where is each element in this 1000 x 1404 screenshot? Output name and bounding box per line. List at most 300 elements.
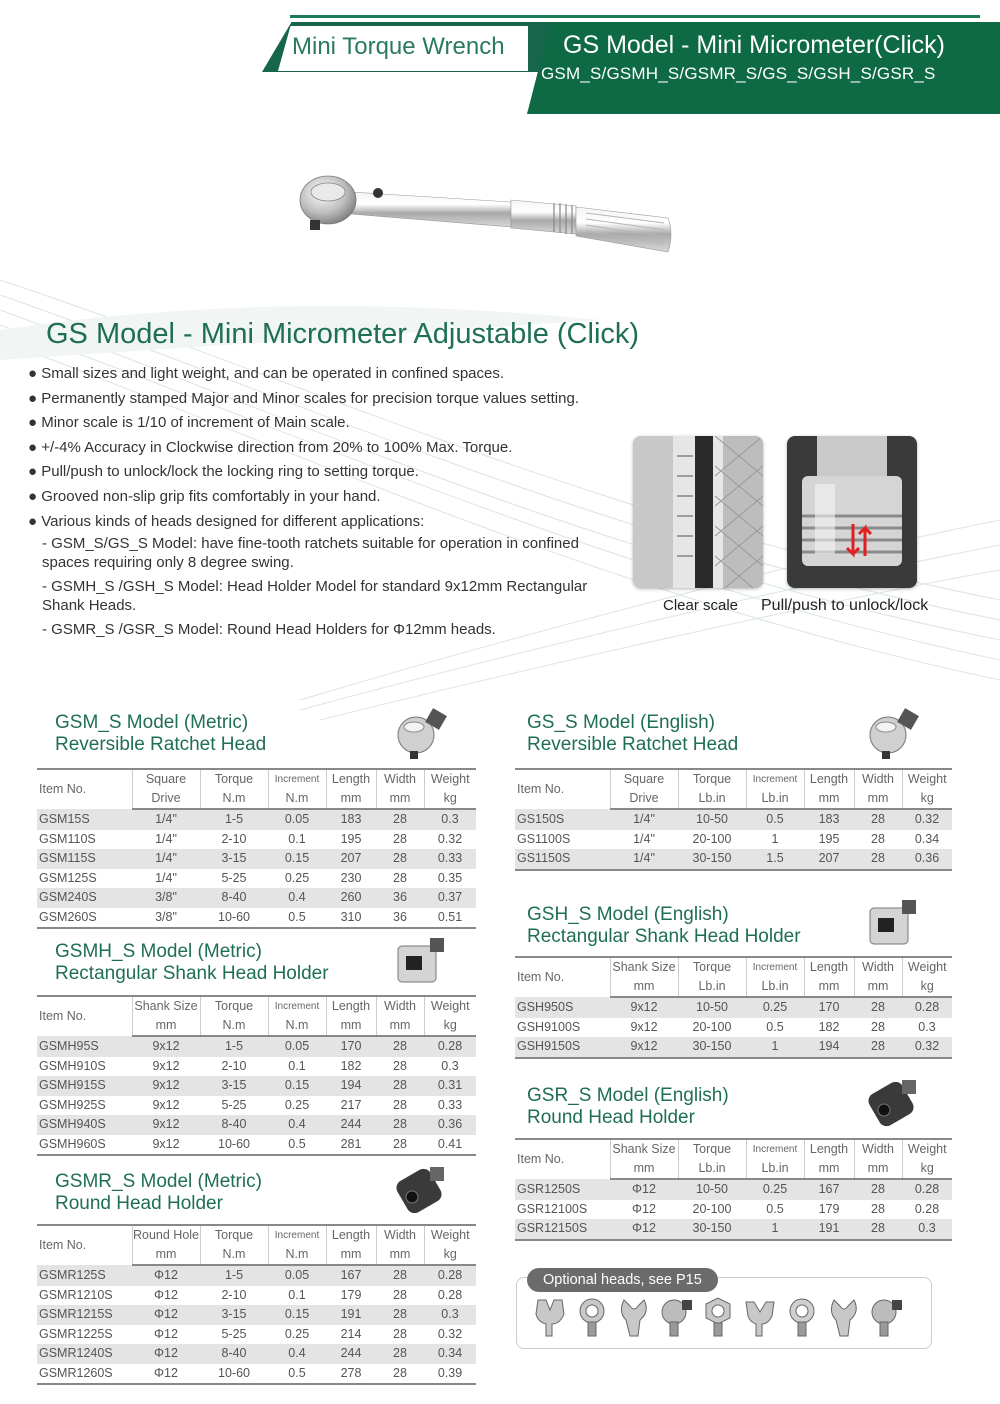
col-unit: mm xyxy=(132,1016,200,1036)
col-unit: mm xyxy=(132,1245,200,1265)
table-cell: 0.3 xyxy=(902,1219,952,1240)
table-cell: 28 xyxy=(376,1076,424,1096)
table-cell: 0.35 xyxy=(437,870,463,885)
col-unit: mm xyxy=(326,1245,376,1265)
table-cell: 9x12 xyxy=(132,1036,200,1057)
table-row xyxy=(515,1219,952,1240)
table-cell: GSMH925S xyxy=(39,1097,106,1112)
table-row xyxy=(515,1037,952,1058)
clear-scale-photo xyxy=(633,436,763,588)
table-row xyxy=(37,849,476,869)
header-category-title: Mini Torque Wrench xyxy=(292,33,505,60)
table-cell: 0.5 xyxy=(268,1135,326,1156)
col-unit: mm xyxy=(804,1159,854,1179)
table-cell: 0.51 xyxy=(424,908,476,929)
col-header: Length xyxy=(326,769,376,789)
gs-section-title xyxy=(527,712,738,756)
table-cell: 194 xyxy=(804,1037,854,1058)
col-header: Increment xyxy=(746,769,804,789)
table-cell: 28 xyxy=(393,1326,407,1341)
rectangular-holder-thumbnail xyxy=(390,934,448,990)
table-cell: GSR12100S xyxy=(517,1201,588,1216)
table-cell: 0.28 xyxy=(902,1179,952,1200)
table-cell: 28 xyxy=(871,1019,885,1034)
table-cell: 0.3 xyxy=(441,1058,459,1073)
table-cell: GSH9150S xyxy=(515,1037,610,1058)
col-header: Torque xyxy=(678,1139,746,1159)
table-row xyxy=(515,1018,952,1038)
col-header: Shank Size xyxy=(610,1139,678,1159)
col-header: Width xyxy=(854,1139,902,1159)
table-row xyxy=(37,869,476,889)
col-unit: mm xyxy=(376,1016,424,1036)
table-cell: 1 xyxy=(746,1037,804,1058)
table-cell: GSMR1215S xyxy=(37,1305,132,1325)
table-cell: 28 xyxy=(393,1287,407,1302)
table-cell: GSMH915S xyxy=(37,1076,132,1096)
col-header: Shank Size xyxy=(610,957,678,977)
table-cell: 8-40 xyxy=(200,1115,268,1135)
table-cell: 0.4 xyxy=(268,888,326,908)
table-cell: Φ12 xyxy=(132,1344,200,1364)
table-row xyxy=(515,1200,952,1220)
table-row xyxy=(37,1344,476,1364)
gs-title-line1: GS_S Model (English) xyxy=(527,712,715,733)
ring-head-icon xyxy=(572,1296,612,1340)
feature-subitem: - GSMR_S /GSR_S Model: Round Head Holders for Φ12mm heads. xyxy=(42,621,496,639)
table-cell: 0.05 xyxy=(268,1036,326,1057)
table-cell: 182 xyxy=(818,1019,840,1034)
gsh-title-line2: Rectangular Shank Head Holder xyxy=(527,926,801,947)
table-row xyxy=(37,1096,476,1116)
torque-wrench-image xyxy=(296,172,676,267)
table-cell: 281 xyxy=(326,1135,376,1156)
table-cell: 0.28 xyxy=(424,1265,476,1286)
table-row xyxy=(37,1115,476,1135)
table-cell: GSH950S xyxy=(515,997,610,1018)
table-cell: 1/4" xyxy=(610,809,678,830)
table-cell: 10-50 xyxy=(678,809,746,830)
table-cell: GSM15S xyxy=(37,809,132,830)
table-cell: 28 xyxy=(393,1058,407,1073)
col-unit: kg xyxy=(424,789,476,809)
table-cell: 1-5 xyxy=(200,1036,268,1057)
table-cell: Φ12 xyxy=(132,1265,200,1286)
col-header: Torque xyxy=(200,996,268,1016)
table-cell: 28 xyxy=(376,1344,424,1364)
gsr-section-title xyxy=(527,1085,729,1129)
optional-heads-label: Optional heads, see P15 xyxy=(527,1268,718,1292)
col-header: Shank Size xyxy=(132,996,200,1016)
table-cell: 0.1 xyxy=(288,1287,306,1302)
table-cell: 260 xyxy=(326,888,376,908)
table-cell: 36 xyxy=(376,888,424,908)
col-unit: mm xyxy=(804,977,854,997)
table-cell: 191 xyxy=(804,1219,854,1240)
table-cell: 28 xyxy=(854,849,902,870)
flare-nut-head-icon xyxy=(824,1296,864,1340)
table-cell: 10-50 xyxy=(678,1179,746,1200)
table-cell: 28 xyxy=(376,1305,424,1325)
col-header: Length xyxy=(326,1225,376,1245)
col-header: Width xyxy=(376,1225,424,1245)
table-cell: 36 xyxy=(376,908,424,929)
flare-nut-head-icon xyxy=(614,1296,654,1340)
table-cell: Φ12 xyxy=(132,1305,200,1325)
table-row xyxy=(37,888,476,908)
gsr-title-line1: GSR_S Model (English) xyxy=(527,1085,729,1106)
round-holder-thumbnail xyxy=(390,1163,448,1219)
clear-scale-caption: Clear scale xyxy=(663,597,739,614)
col-header: Increment xyxy=(268,996,326,1016)
gsmh-spec-table xyxy=(37,995,476,1156)
table-cell: 9x12 xyxy=(132,1115,200,1135)
col-header: Weight xyxy=(424,769,476,789)
table-cell: 0.28 xyxy=(424,1036,476,1057)
table-cell: 9x12 xyxy=(610,1037,678,1058)
table-cell: GS1150S xyxy=(515,849,610,870)
table-cell: 9x12 xyxy=(610,997,678,1018)
table-cell: 0.32 xyxy=(902,809,952,830)
gsm-section-title xyxy=(55,712,266,756)
gsmr-spec-table xyxy=(37,1224,476,1385)
table-cell: Φ12 xyxy=(632,1201,656,1216)
gsmr-title-line1: GSMR_S Model (Metric) xyxy=(55,1171,262,1192)
col-unit: N.m xyxy=(268,1016,326,1036)
table-cell: 9x12 xyxy=(152,1058,180,1073)
table-cell: 195 xyxy=(818,831,840,846)
table-cell: 3/8" xyxy=(132,888,200,908)
table-cell: 1-5 xyxy=(200,809,268,830)
col-unit: N.m xyxy=(200,1016,268,1036)
table-cell: 10-60 xyxy=(200,908,268,929)
col-header: Torque xyxy=(678,769,746,789)
header-top-line xyxy=(290,15,980,18)
col-header: Width xyxy=(854,957,902,977)
col-unit: mm xyxy=(854,977,902,997)
open-end-head-icon xyxy=(530,1296,570,1340)
col-unit: mm xyxy=(610,977,678,997)
table-cell: 10-60 xyxy=(200,1364,268,1385)
table-cell: 28 xyxy=(376,1115,424,1135)
table-cell: 1.5 xyxy=(746,849,804,870)
table-cell: 5-25 xyxy=(221,1326,247,1341)
gsr-spec-table xyxy=(515,1138,952,1241)
table-cell: 9x12 xyxy=(132,1076,200,1096)
table-cell: GSR1250S xyxy=(515,1179,610,1200)
gsmh-section-title xyxy=(55,941,329,985)
table-cell: 20-100 xyxy=(692,1201,732,1216)
col-header: Increment xyxy=(268,769,326,789)
table-cell: 0.5 xyxy=(766,1201,784,1216)
table-cell: 1 xyxy=(746,1219,804,1240)
table-cell: 195 xyxy=(340,831,362,846)
table-cell: 0.37 xyxy=(424,888,476,908)
col-header: Length xyxy=(804,1139,854,1159)
table-cell: GSM110S xyxy=(39,831,96,846)
table-cell: GS1100S xyxy=(517,831,571,846)
table-cell: 3-15 xyxy=(200,1076,268,1096)
table-cell: 244 xyxy=(326,1344,376,1364)
col-header: Increment xyxy=(746,1139,804,1159)
table-cell: Φ12 xyxy=(132,1364,200,1385)
table-cell: GSMR1210S xyxy=(39,1287,113,1302)
table-cell: 217 xyxy=(340,1097,362,1112)
table-cell: 1/4" xyxy=(155,831,177,846)
col-header: Torque xyxy=(200,769,268,789)
table-cell: 28 xyxy=(393,870,407,885)
table-cell: Φ12 xyxy=(610,1219,678,1240)
feature-item: ● +/-4% Accuracy in Clockwise direction from 20% to 100% Max. Torque. xyxy=(28,438,513,456)
col-unit: Drive xyxy=(132,789,200,809)
table-row xyxy=(515,997,952,1018)
col-header: Weight xyxy=(424,1225,476,1245)
table-cell: 0.1 xyxy=(288,831,306,846)
table-cell: 30-150 xyxy=(678,1037,746,1058)
table-cell: 0.33 xyxy=(437,1097,463,1112)
col-header: Torque xyxy=(678,957,746,977)
feature-subitem: - GSMH_S /GSH_S Model: Head Holder Model for standard 9x12mm Rectangular Shank Heads. xyxy=(42,578,588,615)
col-header: Increment xyxy=(268,1225,326,1245)
table-cell: 0.5 xyxy=(268,1364,326,1385)
table-cell: 2-10 xyxy=(221,831,247,846)
table-cell: 310 xyxy=(326,908,376,929)
table-cell: GSM260S xyxy=(37,908,132,929)
table-row xyxy=(37,1135,476,1156)
col-header: Width xyxy=(376,996,424,1016)
table-cell: GSM240S xyxy=(37,888,132,908)
table-cell: 0.28 xyxy=(437,1287,463,1302)
table-cell: 28 xyxy=(393,831,407,846)
col-unit: Lb.in xyxy=(678,977,746,997)
table-cell: 0.25 xyxy=(284,870,310,885)
col-unit: mm xyxy=(854,789,902,809)
col-unit: kg xyxy=(424,1016,476,1036)
table-cell: 0.5 xyxy=(766,1019,784,1034)
table-cell: 9x12 xyxy=(152,1097,180,1112)
table-cell: 0.3 xyxy=(424,809,476,830)
table-cell: Φ12 xyxy=(154,1326,178,1341)
table-cell: 1/4" xyxy=(155,870,177,885)
table-cell: 30-150 xyxy=(678,849,746,870)
feature-list xyxy=(28,362,628,644)
col-header: Torque xyxy=(200,1225,268,1245)
table-cell: 230 xyxy=(340,870,362,885)
header-model-title: GS Model - Mini Micrometer(Click) xyxy=(563,31,945,59)
table-cell: 0.15 xyxy=(268,849,326,869)
page-title: GS Model - Mini Micrometer Adjustable (Click) xyxy=(46,318,640,350)
table-cell: GSMH95S xyxy=(37,1036,132,1057)
table-cell: 0.39 xyxy=(424,1364,476,1385)
col-unit: Drive xyxy=(610,789,678,809)
ring-head-icon xyxy=(698,1296,738,1340)
table-cell: 0.36 xyxy=(902,849,952,870)
table-row xyxy=(515,849,952,870)
table-row xyxy=(37,1265,476,1286)
table-cell: 167 xyxy=(804,1179,854,1200)
col-header: Weight xyxy=(902,1139,952,1159)
table-row xyxy=(37,908,476,929)
table-cell: 9x12 xyxy=(630,1019,658,1034)
table-cell: 3/8" xyxy=(132,908,200,929)
col-unit: mm xyxy=(326,789,376,809)
gsh-section-title xyxy=(527,904,801,948)
table-cell: 0.15 xyxy=(268,1076,326,1096)
col-header: Round Hole xyxy=(132,1225,200,1245)
col-unit: N.m xyxy=(200,1245,268,1265)
col-unit: Lb.in xyxy=(678,1159,746,1179)
header-model-codes: GSM_S/GSMH_S/GSMR_S/GS_S/GSH_S/GSR_S xyxy=(541,64,936,83)
col-header: Item No. xyxy=(515,957,610,997)
gsmr-section-title xyxy=(55,1171,262,1215)
table-cell: 28 xyxy=(854,1037,902,1058)
col-header: Length xyxy=(804,957,854,977)
table-row xyxy=(37,1076,476,1096)
table-cell: 0.31 xyxy=(424,1076,476,1096)
table-cell: 3-15 xyxy=(200,849,268,869)
table-cell: 1/4" xyxy=(132,849,200,869)
table-cell: 28 xyxy=(376,1364,424,1385)
table-cell: 183 xyxy=(804,809,854,830)
table-cell: 28 xyxy=(376,1265,424,1286)
table-row xyxy=(37,830,476,850)
table-cell: Φ12 xyxy=(610,1179,678,1200)
table-cell: 170 xyxy=(804,997,854,1018)
table-cell: 0.32 xyxy=(902,1037,952,1058)
table-cell: 167 xyxy=(326,1265,376,1286)
table-row xyxy=(37,1286,476,1306)
table-cell: GSMH910S xyxy=(39,1058,106,1073)
col-header: Item No. xyxy=(37,769,132,809)
lock-ring-photo xyxy=(787,436,917,588)
feature-item: ● Small sizes and light weight, and can be operated in confined spaces. xyxy=(28,365,505,382)
col-unit: Lb.in xyxy=(746,1159,804,1179)
col-unit: N.m xyxy=(268,789,326,809)
table-cell: 0.28 xyxy=(914,1201,940,1216)
table-cell: 28 xyxy=(376,1036,424,1057)
feature-item: ● Permanently stamped Major and Minor scales for precision torque values setting. xyxy=(28,389,579,407)
table-row xyxy=(515,830,952,850)
lock-caption: Pull/push to unlock/lock xyxy=(761,597,929,614)
col-header: Weight xyxy=(902,769,952,789)
ratchet-head-thumbnail xyxy=(390,705,448,761)
table-cell: 20-100 xyxy=(692,1019,732,1034)
table-row xyxy=(37,1325,476,1345)
table-cell: 0.4 xyxy=(268,1115,326,1135)
table-cell: 20-100 xyxy=(692,831,732,846)
table-cell: GSMH940S xyxy=(37,1115,132,1135)
table-cell: 0.05 xyxy=(268,809,326,830)
col-unit: mm xyxy=(610,1159,678,1179)
gs-title-line2: Reversible Ratchet Head xyxy=(527,734,739,755)
table-row xyxy=(515,809,952,830)
table-cell: 28 xyxy=(376,809,424,830)
table-row xyxy=(37,1364,476,1385)
gsh-title-line1: GSH_S Model (English) xyxy=(527,904,729,925)
table-cell: GSMR1240S xyxy=(37,1344,132,1364)
gsh-spec-table xyxy=(515,956,952,1059)
gsm-spec-table xyxy=(37,768,476,929)
gsm-title-line1: GSM_S Model (Metric) xyxy=(55,712,249,733)
feature-item: ● Minor scale is 1/10 of increment of Main scale. xyxy=(28,414,350,432)
table-cell: 278 xyxy=(326,1364,376,1385)
col-header: Item No. xyxy=(515,1139,610,1179)
col-header: Width xyxy=(376,769,424,789)
table-cell: GSMR1260S xyxy=(37,1364,132,1385)
col-unit: mm xyxy=(376,789,424,809)
col-unit: mm xyxy=(804,789,854,809)
table-cell: 8-40 xyxy=(200,888,268,908)
table-cell: 28 xyxy=(854,809,902,830)
table-cell: 207 xyxy=(804,849,854,870)
rectangular-holder-thumbnail xyxy=(862,896,920,952)
ring-head-icon xyxy=(782,1296,822,1340)
table-cell: 0.25 xyxy=(746,1179,804,1200)
table-cell: 1/4" xyxy=(633,831,655,846)
table-cell: 182 xyxy=(340,1058,362,1073)
table-cell: GSMR1225S xyxy=(39,1326,113,1341)
table-cell: 214 xyxy=(340,1326,362,1341)
table-cell: 1-5 xyxy=(200,1265,268,1286)
feature-item: ● Grooved non-slip grip fits comfortably in your hand. xyxy=(28,487,381,505)
ratchet-insert-icon xyxy=(656,1296,696,1340)
table-cell: 28 xyxy=(854,1219,902,1240)
table-cell: 0.32 xyxy=(437,831,463,846)
table-cell: GSMR125S xyxy=(37,1265,132,1286)
table-cell: 1/4" xyxy=(132,809,200,830)
table-cell: 5-25 xyxy=(221,1097,247,1112)
table-cell: GSH9100S xyxy=(517,1019,581,1034)
table-cell: 183 xyxy=(326,809,376,830)
ratchet-insert-icon xyxy=(866,1296,906,1340)
col-unit: mm xyxy=(326,1016,376,1036)
table-cell: 10-50 xyxy=(678,997,746,1018)
table-cell: 0.28 xyxy=(902,997,952,1018)
table-cell: 1/4" xyxy=(610,849,678,870)
gsmr-title-line2: Round Head Holder xyxy=(55,1193,223,1214)
table-cell: 0.25 xyxy=(284,1326,310,1341)
table-cell: Φ12 xyxy=(154,1287,178,1302)
table-cell: 179 xyxy=(340,1287,362,1302)
table-cell: 3-15 xyxy=(200,1305,268,1325)
table-cell: 1 xyxy=(771,831,779,846)
table-cell: 0.25 xyxy=(746,997,804,1018)
table-cell: 2-10 xyxy=(221,1287,247,1302)
gsmh-title-line1: GSMH_S Model (Metric) xyxy=(55,941,262,962)
col-unit: Lb.in xyxy=(746,977,804,997)
col-unit: mm xyxy=(854,1159,902,1179)
table-cell: 0.41 xyxy=(424,1135,476,1156)
table-cell: 244 xyxy=(326,1115,376,1135)
table-cell: 28 xyxy=(376,1135,424,1156)
table-cell: GSMH960S xyxy=(37,1135,132,1156)
ratchet-head-thumbnail xyxy=(862,705,920,761)
table-cell: 0.36 xyxy=(424,1115,476,1135)
col-header: Square xyxy=(132,769,200,789)
table-cell: 28 xyxy=(854,997,902,1018)
col-header: Item No. xyxy=(37,996,132,1036)
col-unit: Lb.in xyxy=(746,789,804,809)
table-cell: 0.25 xyxy=(284,1097,310,1112)
table-cell: 170 xyxy=(326,1036,376,1057)
col-unit: kg xyxy=(902,1159,952,1179)
table-cell: 0.4 xyxy=(268,1344,326,1364)
table-cell: 0.5 xyxy=(746,809,804,830)
table-row xyxy=(37,809,476,830)
table-cell: 8-40 xyxy=(200,1344,268,1364)
table-cell: 0.5 xyxy=(268,908,326,929)
table-cell: 2-10 xyxy=(221,1058,247,1073)
